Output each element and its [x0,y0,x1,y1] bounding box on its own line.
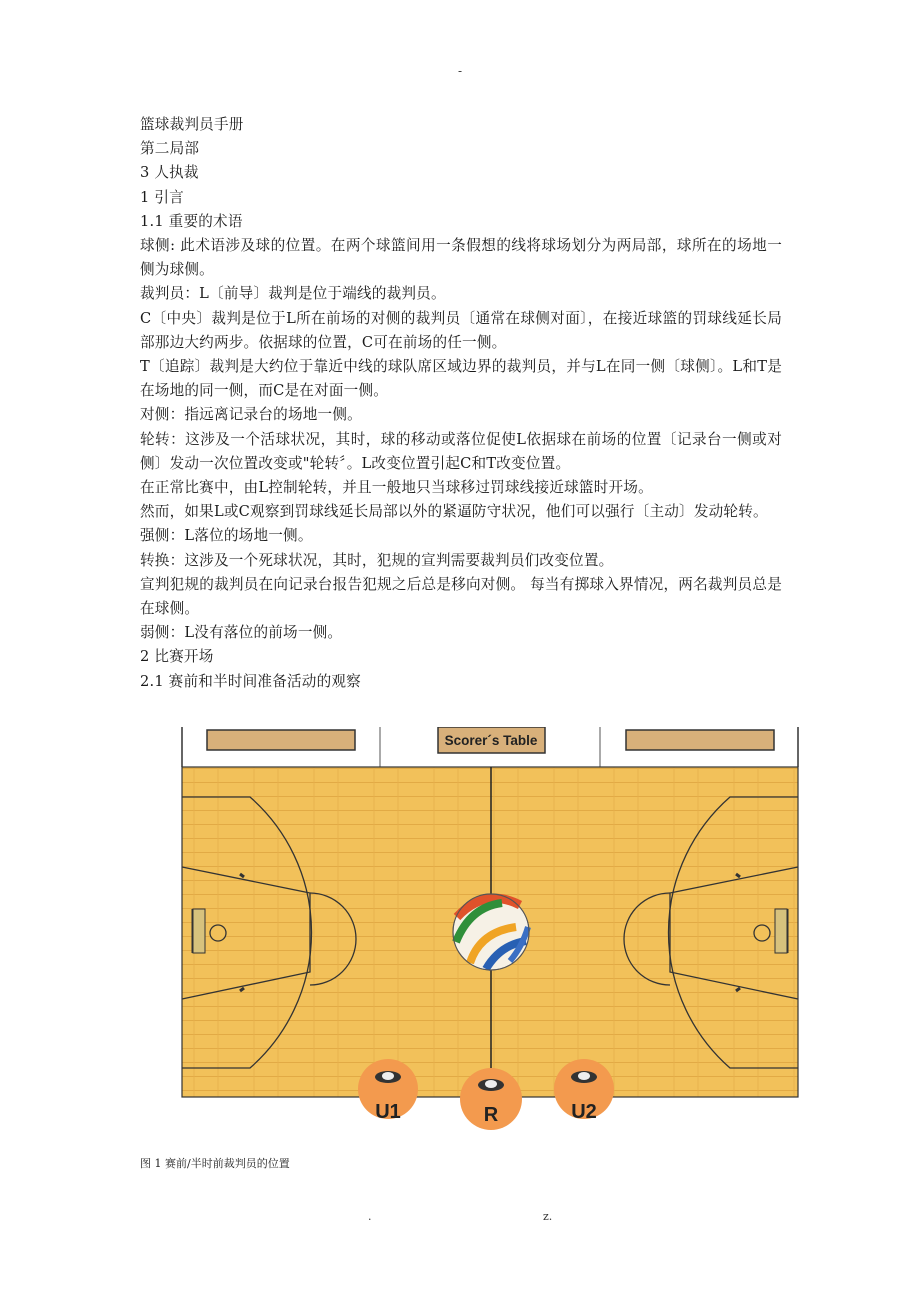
referee-u2-marker [554,1059,614,1123]
page-header-mark: - [457,64,463,78]
chapter-heading: 2 比赛开场 [140,648,214,666]
paragraph: 球侧: 此术语涉及球的位置。在两个球篮间用一条假想的线将球场划分为两局部，球所在的场地一侧为球侧。 [140,237,782,279]
chapter-heading: 1 引言 [140,188,184,206]
paragraph: 转换：这涉及一个死球状况，其时，犯规的宣判需要裁判员们改变位置。 [140,551,614,569]
scorers-table-label: Scorer´s Table [444,733,538,748]
paragraph: 宣判犯规的裁判员在向记录台报告犯规之后总是移向对侧。 每当有掷球入界情况，两名裁判员总是在球侧。 [140,575,782,618]
paragraph: 然而，如果L或C观察到罚球线延长局部以外的紧逼防守状况，他们可以强行〔主动〕发动轮转。 [140,503,768,521]
figure-caption: 图 1 赛前/半时前裁判员的位置 [140,1157,290,1170]
referee-r-label: R [483,1104,499,1126]
doc-title: 篮球裁判员手册 [140,116,244,133]
paragraph: 强侧：L落位的场地一侧。 [140,527,313,545]
paragraph: T〔追踪〕裁判是大约位于靠近中线的球队席区域边界的裁判员，并与L在同一侧〔球侧〕。L和T是在场地的同一侧，而C是在对面一侧。 [140,358,782,400]
paragraph: 在正常比赛中，由L控制轮转，并且一般地只当球移过罚球线接近球篮时开场。 [140,479,653,497]
paragraph: 轮转：这涉及一个活球状况，其时，球的移动或落位促使L依据球在前场的位置〔记录台一侧或对侧〕发动一次位置改变或"轮转〞。L改变位置引起C和T改变位置。 [140,430,782,472]
paragraph: C〔中央〕裁判是位于L所在前场的对侧的裁判员〔通常在球侧对面〕，在接近球篮的罚球线延长局部那边大约两步。依据球的位置，C可在前场的任一侧。 [140,309,782,351]
footer-right-mark: z. [543,1210,553,1223]
basketball-icon [453,894,529,970]
footer-left-mark: . [368,1210,372,1223]
document-body [140,113,782,694]
paragraph: 裁判员：L〔前导〕裁判是位于端线的裁判员。 [140,285,446,303]
referee-u2-label: U2 [571,1101,597,1123]
subsection-heading: 1.1 重要的术语 [140,212,243,230]
basketball-court-figure [180,727,800,1142]
part-heading: 第二局部 [140,140,200,158]
referee-u1-label: U1 [375,1101,401,1123]
section-heading: 3 人执裁 [140,164,199,182]
paragraph: 弱侧：L没有落位的前场一侧。 [140,624,343,642]
referee-u1-marker [358,1059,418,1123]
sideline-area [182,727,798,767]
subsection-heading: 2.1 赛前和半时间准备活动的观察 [140,672,361,690]
paragraph: 对侧：指远离记录台的场地一侧。 [140,406,362,424]
team-bench-right [626,730,774,750]
team-bench-left [207,730,355,750]
referee-r-marker [460,1068,522,1130]
